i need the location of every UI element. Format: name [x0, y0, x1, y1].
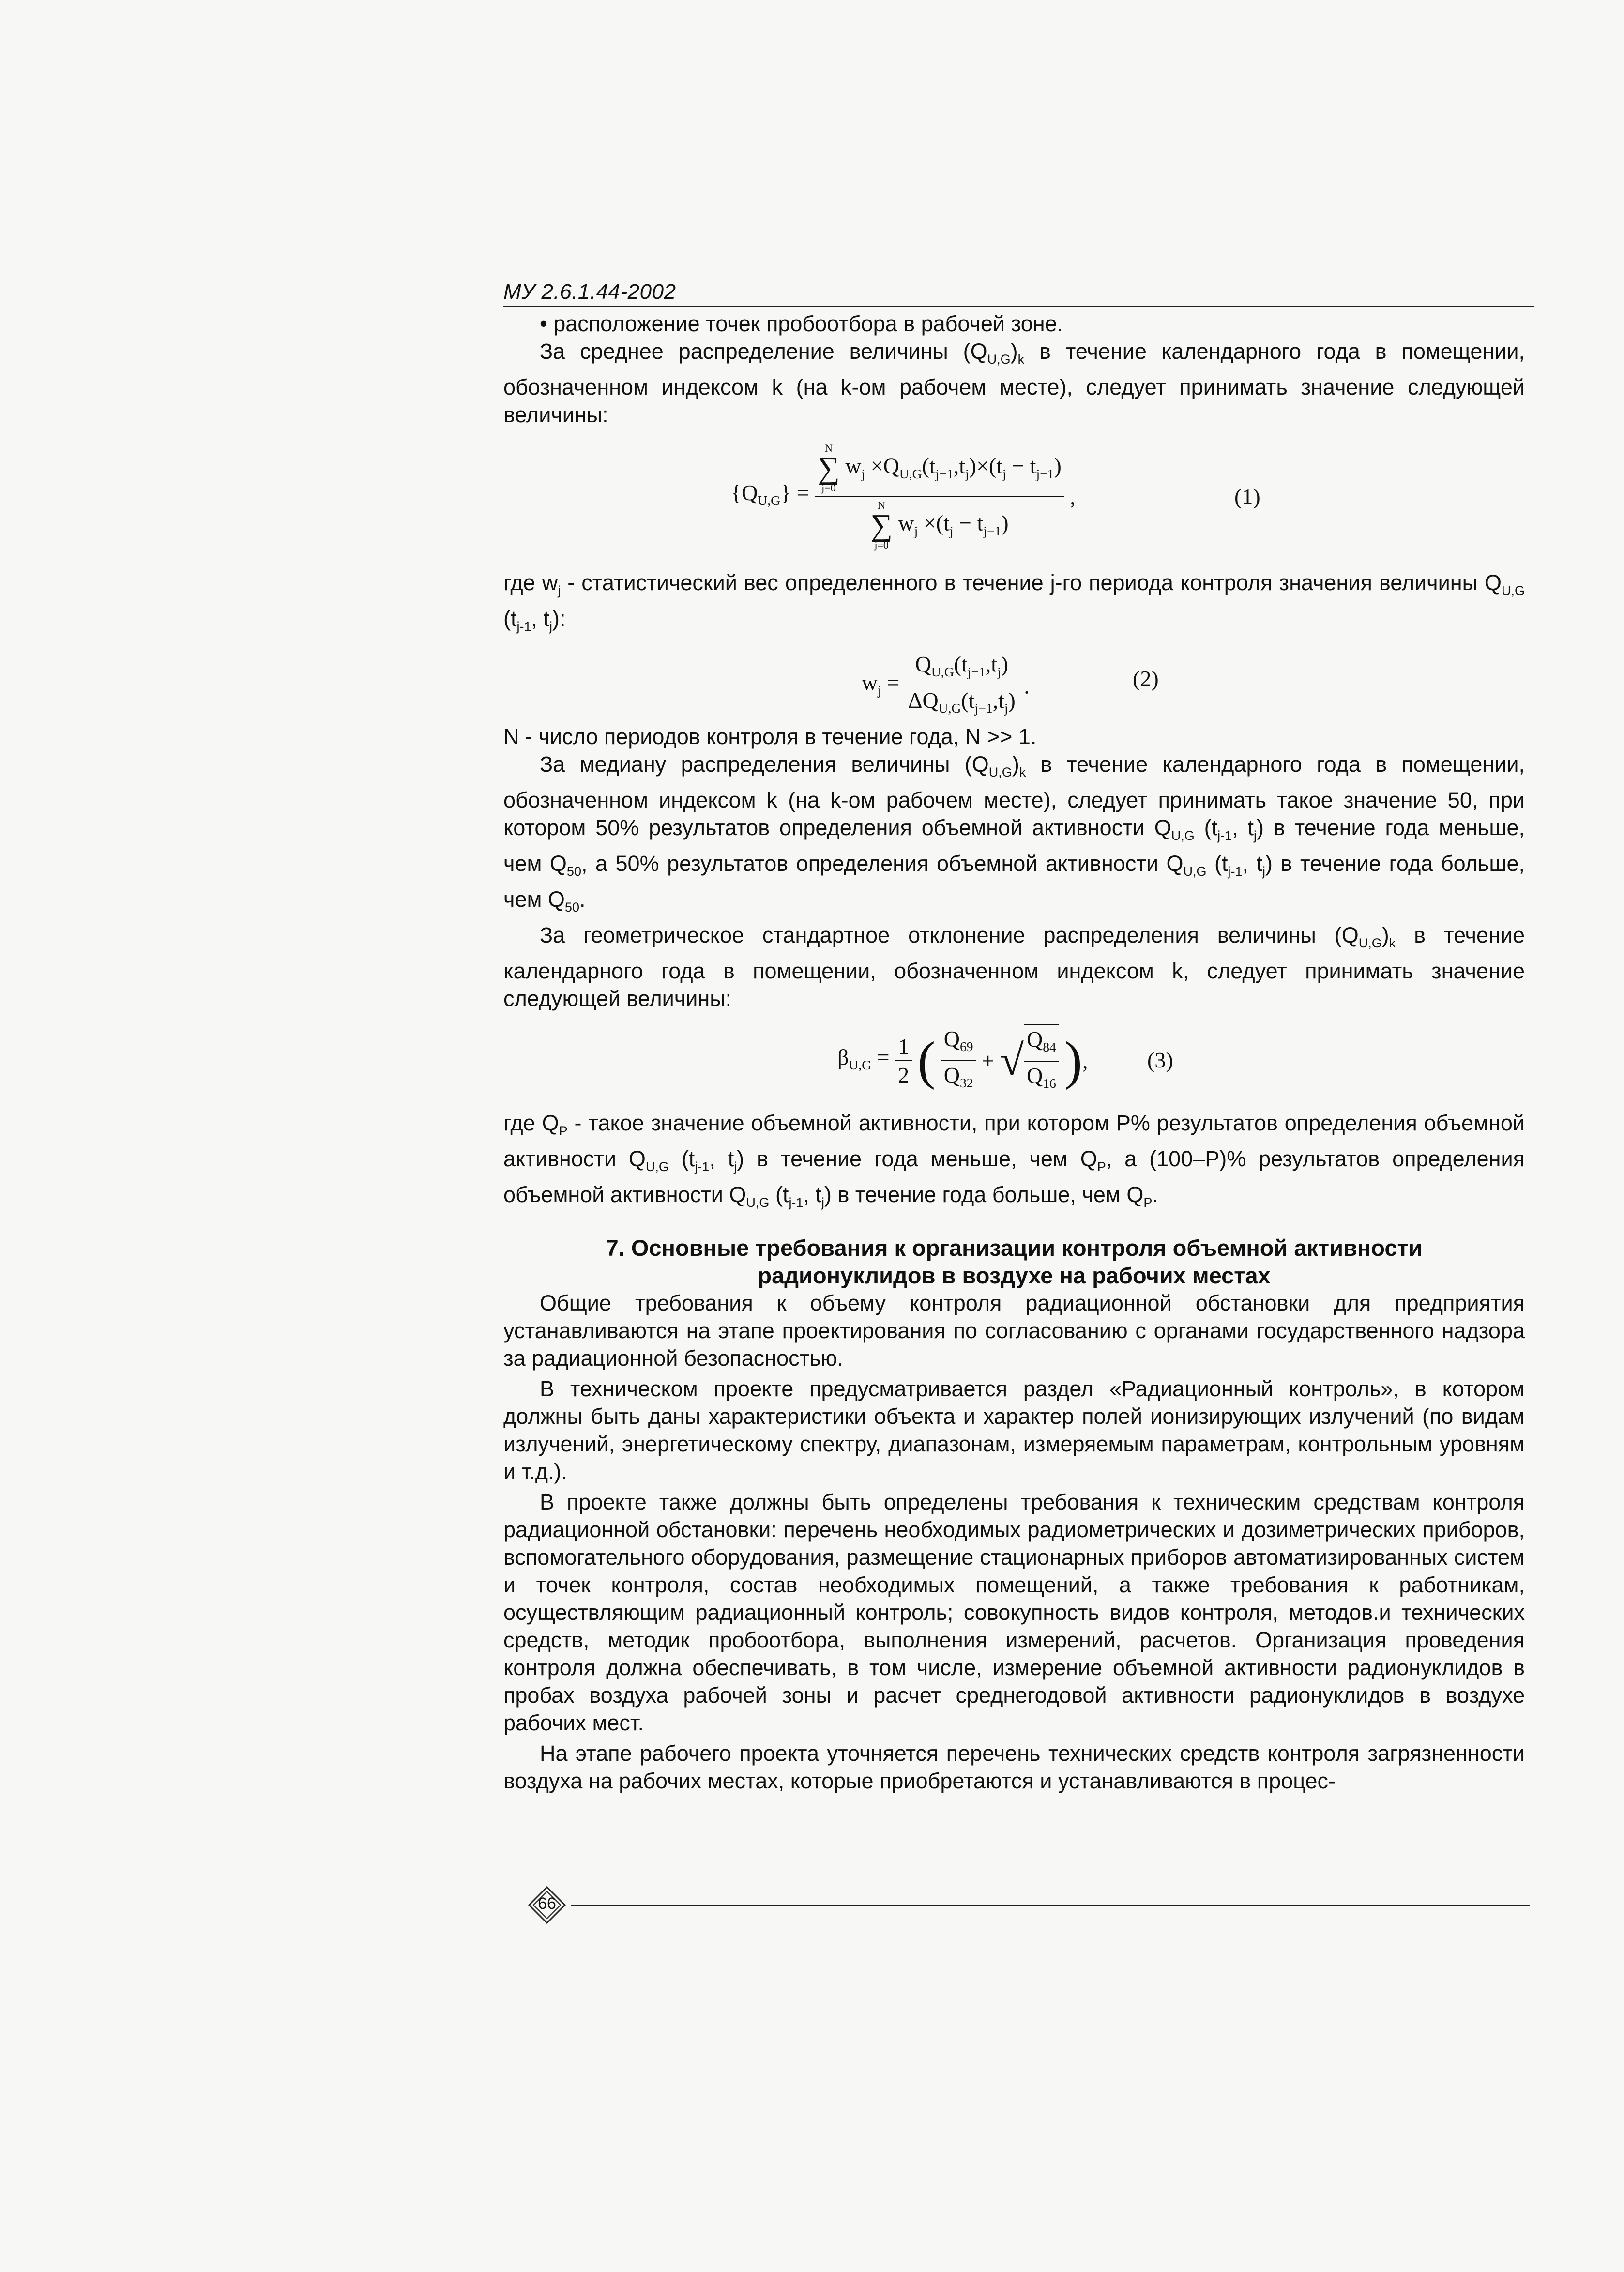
- equation-number-1: (1): [1234, 484, 1260, 509]
- section-paragraph-3: В проекте также должны быть определены требования к техническим средствам контроля радиационной обстановки: перечень необходимых радиометрических и дозиметрических приборов, вспомогательного оборудования, размещение стационарных приборов автоматизированных систем и точек контроля, состав необходимых помещений, а также требования к работникам, осуществляющим радиационный контроль; совокупность видов контроля, методов.и технических средств, методик пробоотбора, выполнения измерений, расчетов. Организация проведения контроля должна обеспечивать, в том числе, измерение объемной активности радионуклидов в пробах воздуха рабочей зоны и расчет среднегодовой активности радионуклидов в воздухе рабочих мест.: [503, 1490, 1525, 1735]
- document-code: МУ 2.6.1.44-2002: [503, 280, 676, 304]
- equation-number-3: (3): [1147, 1048, 1173, 1072]
- section-paragraph-2: В техническом проекте предусматривается раздел «Радиационный контроль», в котором должны быть даны характеристики объекта и характер полей ионизирующих излучений (по видам излучений, энергетическому спектру, диапазонам, измеряемым параметрам, контрольным уровням и т.д.).: [503, 1376, 1525, 1484]
- footer-rule: [571, 1905, 1530, 1906]
- paragraph-bullet: • расположение точек пробоотбора в рабочей зоне.: [540, 311, 1063, 336]
- section-paragraph-1: Общие требования к объему контроля радиационной обстановки для предприятия устанавливаются на этапе проектирования по согласованию с органами государственного надзора за радиационной безопасностью.: [503, 1291, 1525, 1371]
- page-header: [503, 271, 1525, 310]
- page-number: 66: [538, 1894, 556, 1913]
- section-title: 7. Основные требования к организации контроля объемной активности радионуклидов в воздухе на рабочих местах: [606, 1235, 1423, 1288]
- paragraph-n: N - число периодов контроля в течение года, N >> 1.: [503, 724, 1037, 749]
- equation-number-2: (2): [1133, 666, 1159, 691]
- body-text: [503, 310, 1525, 1795]
- paragraph-median: За медиану распределения величины $(Q_{U,G})_k$ в течение календарного года в помещении, обозначенном индексом k (на k-ом рабочем месте), следует принимать такое значение 50, при котором 50% результатов определения объемной активности $Q_{U,G}$ ($t_{j-1}$, $t_j$) в течение года меньше, чем $Q_{50}$, а 50% результатов определения объемной активности $Q_{U,G}$ ($t_{j-1}$, $t_j$) в течение года больше, чем $Q_{50}$.: [503, 752, 1525, 915]
- paragraph-mean: За среднее распределение величины $(Q_{U,G})_k$ в течение календарного года в помещении, обозначенном индексом k (на k-ом рабочем месте), следует принимать значение следующей величины:: [503, 339, 1525, 427]
- paragraph-qp: где $Q_P$ - такое значение объемной активности, при котором Р% результатов определения объемной активности $Q_{U,G}$ ($t_{j-1}$, $t_j$) в течение года меньше, чем $Q_P$, а (100–Р)% результатов определения объемной активности $Q_{U,G}$ ($t_{j-1}$, $t_j$) в течение года больше, чем $Q_P$.: [503, 1111, 1525, 1210]
- formula-2: $w_j$ = $\frac{Q_{U,G}(t_{j-1},t_j)}{\Delta Q_{U,G}(t_{j-1},t_j)}$ . (2): [503, 640, 1525, 723]
- formula-3: $\beta_{U,G}$ = $\frac{1}{2}$ ( $\frac{Q_{69}}{Q_{32}}$ + √ $\frac{Q_{84}}{Q_{16}}$ ), (3): [503, 1012, 1525, 1109]
- formula-1: $\{Q_{U,G}\}$ = N ∑ j=0 $w_j \times Q_{U,G}(t_{j-1},t_j)\times(t_j - t_{j-1})$ N ∑ j=0 $w_j \times(t_j - t_{j-1})$ , (1): [731, 442, 1260, 551]
- header-rule: [503, 306, 1534, 307]
- page-footer: [523, 1886, 1530, 1924]
- paragraph-weight: где $w_j$ - статистический вес определенного в течение j-го периода контроля значения величины $Q_{U,G}$ ($t_{j-1}$, $t_j$):: [503, 570, 1525, 634]
- paragraph-gsd: За геометрическое стандартное отклонение распределения величины $(Q_{U,G})_k$ в течение календарного года в помещении, обозначенном индексом k, следует принимать значение следующей величины:: [503, 923, 1525, 1011]
- section-paragraph-4: На этапе рабочего проекта уточняется перечень технических средств контроля загрязненности воздуха на рабочих местах, которые приобретаются и устанавливаются в процес-: [503, 1741, 1525, 1793]
- document-page: [503, 271, 1525, 1795]
